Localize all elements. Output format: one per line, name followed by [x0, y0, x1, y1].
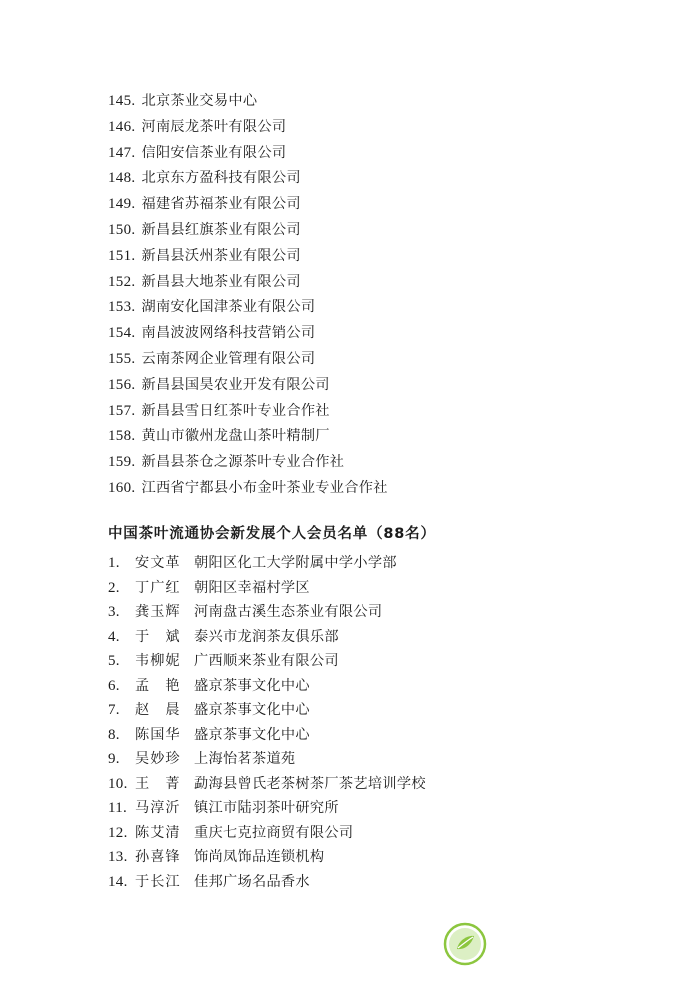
- member-organization: 重庆七克拉商贸有限公司: [194, 824, 354, 841]
- list-item: [108, 772, 648, 797]
- list-item: [108, 218, 628, 244]
- list-item: [108, 796, 648, 821]
- item-number: 5.: [108, 653, 120, 669]
- item-number: 10.: [108, 775, 128, 792]
- list-item: [108, 576, 648, 601]
- list-item: [108, 698, 648, 723]
- item-number: 156.: [108, 376, 136, 393]
- member-organization: 朝阳区幸福村学区: [194, 579, 310, 596]
- item-number: 3.: [108, 604, 120, 620]
- member-organization: 上海怡茗茶道苑: [194, 751, 296, 767]
- company-name: 新昌县雪日红茶叶专业合作社: [141, 402, 330, 419]
- item-number: 2.: [108, 579, 120, 596]
- item-number: 145.: [108, 93, 136, 109]
- list-item: [108, 476, 628, 502]
- list-item: [108, 845, 648, 870]
- company-name: 江西省宁都县小布金叶茶业专业合作社: [141, 479, 388, 496]
- list-item: [108, 141, 628, 167]
- list-item: [108, 347, 628, 373]
- member-organization: 河南盘古溪生态茶业有限公司: [194, 604, 383, 620]
- list-item: [108, 89, 628, 115]
- member-name: 龚玉辉: [135, 604, 181, 620]
- list-item: [108, 373, 628, 399]
- list-item: [108, 192, 628, 218]
- company-name: 黄山市徽州龙盘山茶叶精制厂: [141, 428, 330, 445]
- item-number: 158.: [108, 428, 136, 445]
- list-item: [108, 399, 628, 425]
- member-organization: 镇江市陆羽茶叶研究所: [194, 800, 339, 816]
- item-number: 8.: [108, 726, 120, 743]
- list-item: [108, 649, 648, 674]
- item-number: 149.: [108, 196, 136, 213]
- member-organization: 盛京茶事文化中心: [194, 677, 310, 694]
- individual-member-list: [108, 551, 648, 894]
- item-number: 160.: [108, 479, 136, 496]
- member-organization: 盛京茶事文化中心: [194, 726, 310, 743]
- member-name: 陈艾清: [135, 824, 181, 841]
- item-number: 14.: [108, 873, 128, 890]
- list-item: [108, 870, 648, 895]
- list-item: [108, 166, 628, 192]
- member-organization: 泰兴市龙润茶友俱乐部: [194, 628, 339, 645]
- item-number: 153.: [108, 299, 136, 316]
- item-number: 9.: [108, 751, 120, 767]
- member-name: 安文革: [135, 555, 181, 571]
- member-name: 吴妙珍: [135, 751, 181, 767]
- item-number: 11.: [108, 800, 128, 816]
- list-item: [108, 600, 648, 625]
- member-organization: 朝阳区化工大学附属中学小学部: [194, 555, 397, 571]
- member-name: 孟 艳: [135, 677, 181, 694]
- list-item: [108, 551, 648, 576]
- company-name: 信阳安信茶业有限公司: [141, 144, 287, 161]
- company-name: 南昌波波网络科技营销公司: [141, 325, 316, 342]
- list-item: [108, 625, 648, 650]
- list-item: [108, 244, 628, 270]
- member-name: 于 斌: [135, 628, 181, 645]
- member-name: 韦柳妮: [135, 653, 181, 669]
- item-number: 146.: [108, 118, 136, 135]
- section-heading: 中国茶叶流通协会新发展个人会员名单（88名）: [108, 526, 436, 542]
- member-organization: 勐海县曾氏老茶树茶厂茶艺培训学校: [194, 775, 426, 792]
- company-name: 新昌县茶仓之源茶叶专业合作社: [141, 454, 345, 471]
- list-item: [108, 747, 648, 772]
- company-name: 新昌县大地茶业有限公司: [141, 273, 301, 290]
- item-number: 159.: [108, 454, 136, 471]
- company-name: 新昌县国昊农业开发有限公司: [141, 376, 330, 393]
- list-item: [108, 450, 628, 476]
- item-number: 155.: [108, 350, 136, 367]
- company-name: 北京东方盈科技有限公司: [141, 170, 301, 187]
- item-number: 1.: [108, 555, 120, 571]
- member-name: 赵 晨: [135, 702, 181, 718]
- member-organization: 饰尚凤饰品连锁机构: [194, 849, 325, 865]
- company-name: 福建省苏福茶业有限公司: [141, 196, 301, 213]
- member-name: 于长江: [135, 873, 181, 890]
- list-item: [108, 821, 648, 846]
- item-number: 12.: [108, 824, 128, 841]
- item-number: 6.: [108, 677, 120, 694]
- item-number: 151.: [108, 247, 136, 264]
- member-name: 马淳沂: [135, 800, 181, 816]
- company-name: 北京茶业交易中心: [141, 93, 258, 109]
- company-name: 河南辰龙茶叶有限公司: [141, 118, 287, 135]
- item-number: 148.: [108, 170, 136, 187]
- item-number: 154.: [108, 325, 136, 342]
- member-organization: 盛京茶事文化中心: [194, 702, 310, 718]
- tea-leaf-logo-icon: [443, 922, 487, 966]
- item-number: 7.: [108, 702, 120, 718]
- list-item: [108, 674, 648, 699]
- company-name: 湖南安化国津茶业有限公司: [141, 299, 316, 316]
- member-name: 陈国华: [135, 726, 181, 743]
- list-item: [108, 424, 628, 450]
- member-organization: 广西顺来茶业有限公司: [194, 653, 339, 669]
- item-number: 150.: [108, 221, 136, 238]
- member-name: 孙喜锋: [135, 849, 181, 865]
- item-number: 152.: [108, 273, 136, 290]
- company-name: 新昌县沃州茶业有限公司: [141, 247, 301, 264]
- list-item: [108, 115, 628, 141]
- company-member-list: [108, 89, 628, 502]
- list-item: [108, 723, 648, 748]
- list-item: [108, 321, 628, 347]
- company-name: 云南茶网企业管理有限公司: [141, 350, 316, 367]
- company-name: 新昌县红旗茶业有限公司: [141, 221, 301, 238]
- member-name: 丁广红: [135, 579, 181, 596]
- item-number: 157.: [108, 402, 136, 419]
- list-item: [108, 295, 628, 321]
- item-number: 147.: [108, 144, 136, 161]
- item-number: 13.: [108, 849, 128, 865]
- item-number: 4.: [108, 628, 120, 645]
- member-organization: 佳邦广场名品香水: [194, 873, 310, 890]
- list-item: [108, 270, 628, 296]
- member-name: 王 菁: [135, 775, 181, 792]
